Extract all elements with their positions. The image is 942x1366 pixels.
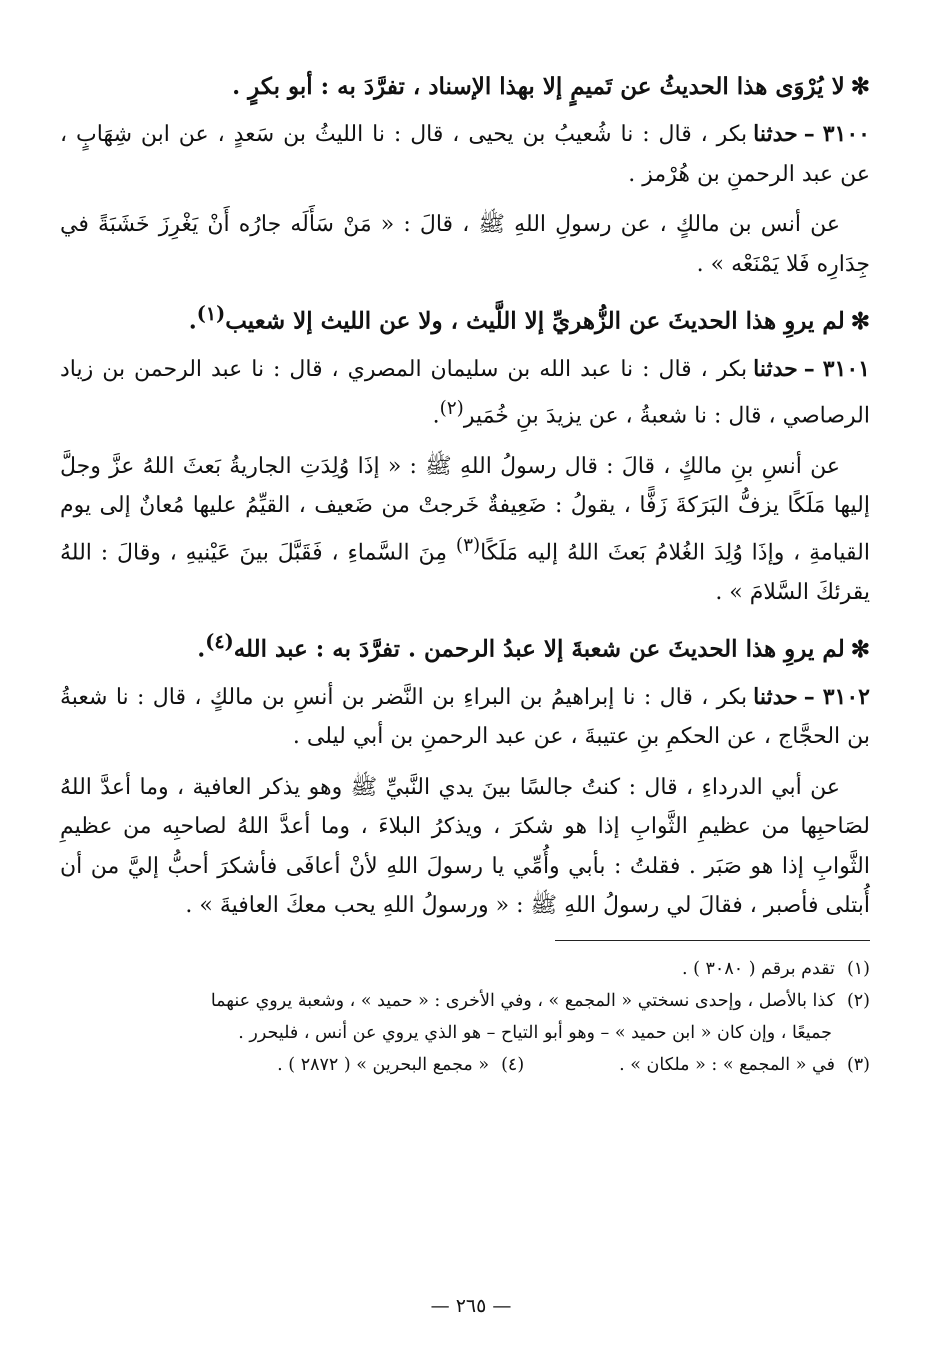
asterisk-icon: ✻ [850, 307, 870, 335]
hadith-3100-matn: عن أنس بن مالكٍ ، عن رسولِ اللهِ ﷺ ، قالَ : « مَنْ سَأَلَه جارُه أَنْ يَغْرِزَ خَشَبَةً في جِدَارِه فَلا يَمْنَعْه » . [60, 212, 870, 277]
editor-note-2: ✻لم يروِ هذا الحديثَ عن الزُّهريِّ إلا اللَّيث ، ولا عن الليث إلا شعيب$^{(١)}$. [188, 302, 870, 335]
editor-note-3: ✻لم يروِ هذا الحديثَ عن شعبةَ إلا عبدُ الرحمن . تفرَّدَ به : عبد الله$^{(٤)}$. [197, 630, 870, 663]
footnote-1: (١)تقدم برقم ( ٣٠٨٠ ) . [682, 958, 870, 979]
hadith-3101-matn: عن أنسِ بنِ مالكٍ ، قالَ : قال رسولُ اللهِ ﷺ : « إذَا وُلِدَتِ الجاريةُ بَعثَ اللهُ عزَّ وجلَّ إليها مَلَكًا يزفُّ البَرَكةَ زَفًّا ، يقولُ : ضَعِيفةٌ خَرجتْ من ضَعيف ، القيِّمُ عليها مُعانٌ إلى يوم القيامةِ ، وإذَا وُلِدَ الغُلامُ بَعثَ اللهُ إليه مَلَكًا$^{(٣)}$ مِنَ السَّماءِ ، فَقَبَّلَ بينَ عَيْنيهِ ، وقالَ : اللهُ يقرئكَ السَّلامَ » . [60, 453, 870, 605]
footnote-ref[interactable]: (٢) [439, 398, 464, 420]
keyword-haddathana: حدثنا [753, 355, 798, 382]
footnote-2: (٢)كذا بالأصل ، وإحدى نسختي « المجمع » ، وفي الأخرى : « حميد » ، وشعبة يروي عنهما [210, 990, 870, 1011]
editor-note-1: ✻لا يُرْوَى هذا الحديثُ عن تَميمٍ إلا بهذا الإسناد ، تفرَّدَ به : أبو بكرٍ . [232, 73, 870, 100]
footnote-ref[interactable]: (١) [196, 302, 226, 325]
footnote-ref[interactable]: (٤) [205, 630, 234, 654]
hadith-number: ٣١٠١ [822, 355, 870, 382]
hadith-3101-isnad: ٣١٠١–حدثنابكر ، قال : نا عبد الله بن سليمان المصري ، قال : نا عبد الرحمن بن زياد الرصاصي ، قال : نا شعبةُ ، عن يزيدَ بنِ خُمَير$^{(٢)}$. [60, 355, 870, 429]
hadith-number: ٣١٠٢ [822, 683, 870, 710]
footnote-3: (٣)في « المجمع » : « ملكان » . [619, 1054, 870, 1075]
footnotes-3-4 [60, 1049, 870, 1081]
hadith-3100-isnad: ٣١٠٠–حدثنابكر ، قال : نا شُعيبُ بن يحيى ، قال : نا الليثُ بن سَعدٍ ، عن ابن شِهَابٍ ، عن عبد الرحمنِ بن هُرْمز . [60, 121, 870, 187]
hadith-number: ٣١٠٠ [822, 121, 870, 147]
keyword-haddathana: حدثنا [753, 683, 798, 710]
page-number: — ٢٦٥ — [430, 1295, 512, 1317]
footnote-4: (٤)« مجمع البحرين » ( ٢٨٧٢ ) . [277, 1054, 525, 1075]
asterisk-icon: ✻ [850, 73, 870, 100]
hadith-3102-isnad: ٣١٠٢–حدثنابكر ، قال : نا إبراهيمُ بن البراءِ بن النَّضر بن أنسِ بن مالكٍ ، قال : نا شعبةُ بن الحجَّاج ، عن الحكمِ بنِ عتيبةَ ، عن عبد الرحمنِ بن أبي ليلى . [60, 683, 870, 750]
keyword-haddathana: حدثنا [753, 121, 798, 147]
footnote-divider [555, 940, 870, 941]
footnotes [60, 953, 870, 1081]
asterisk-icon: ✻ [850, 635, 870, 663]
footnote-ref[interactable]: (٣) [455, 534, 481, 556]
hadith-3102-matn: عن أبي الدرداءِ ، قال : كنتُ جالسًا بينَ يدي النَّبيِّ ﷺ وهو يذكر العافية ، وما أعدَّ اللهُ لصَاحبِها من عظيمِ الثَّوابِ إذا هو شكرَ ، ويذكرُ البلاءَ ، وما أعدَّ اللهُ لصاحبِه من عظيمِ الثَّوابِ إذا هو صَبَر . فقلتُ : بأبي وأُمِّي يا رسولَ اللهِ لأنْ أعافَى فأشكرَ أحبُّ إليَّ من أن أُبتلى فأصبر ، فقالَ لي رسولُ اللهِ ﷺ : « ورسولُ اللهِ يحب معكَ العافيةَ » . [60, 774, 870, 919]
footnote-2-continued: جميعًا ، وإن كان « ابن حميد » – وهو أبو التياح – هو الذي يروي عن أنس ، فليحرر . [238, 1022, 832, 1043]
